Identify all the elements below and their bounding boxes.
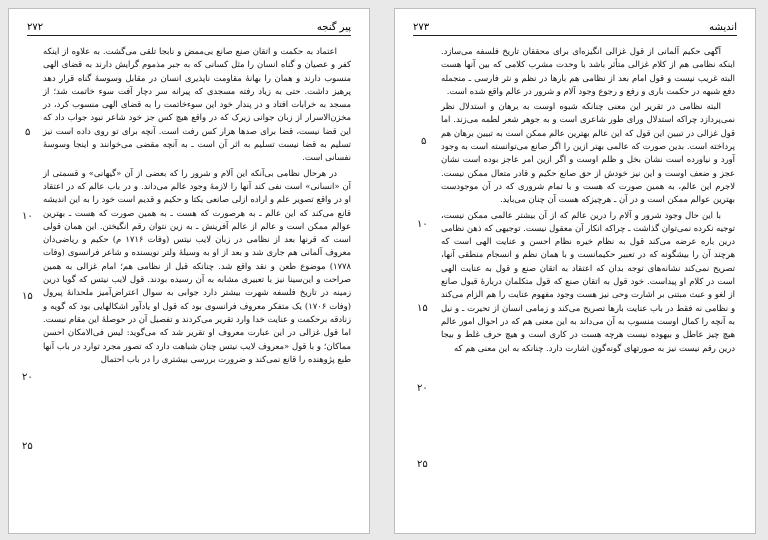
left-page [8, 8, 370, 534]
right-line-number-10: ۱۰ [417, 219, 428, 230]
right-page-header [413, 19, 737, 36]
right-page [394, 8, 756, 534]
left-line-number-25: ۲۵ [22, 441, 33, 452]
right-page-body [441, 45, 735, 519]
right-running-title: اندیشه [709, 22, 737, 33]
right-line-number-20: ۲۰ [417, 383, 428, 394]
right-page-number: ۲۷۳ [413, 22, 430, 33]
right-line-number-5: ۵ [421, 136, 427, 147]
left-line-number-10: ۱۰ [22, 211, 33, 222]
right-paragraph-3: با این حال وجود شرور و آلام را درین عالم که از آن بیشتر عالمی ممکن نیست، توجیه نکرده نمی‌توان گذاشت ـ چراکه انکار آن معقول نیست. توجیهی که ذهن نظامی درین باره عرضه می‌کند قول به نظام خیره نظام احسن و عنایت الهی است که هرچند آن را بیشگونه که در تعبیر حکیمانست و با همان نظم و انسجام منطقی آنها، تصریح نمی‌کند نشانه‌های توجه بدان که اعتقاد به اتقان صنع و قول به عنایت الهی است در کلام او پیداست. خود قول به اتقان صنع که قول متکلمان دربارهٔ قبول صانع از لغو و عبث مبتنی بر اشارت وحی نیز هست وجود مفهوم عنایت را هم الزام می‌کند و نظامی نه فقط در باب عنایت بارها تصریح می‌کند و زمامی انسان از تحیرت ـ و نیل به آنچه را کمال اوست منسوب به آن می‌داند به این معنی هم که در احوال امور عالم هیچ چیز عاطل و بیهوده نیست هرچه هست در کاری است و هیچ حرف غلط و بیجا درین رقم نیست نیز به صورتهای گونه‌گون اشارت دارد. چنانکه به این معنی هم که [441, 209, 735, 353]
left-line-number-15: ۱۵ [22, 291, 33, 302]
left-paragraph-1: اعتماد به حکمت و اتقان صنع صانع بی‌ممض و نابجا تلقی می‌گشت. به علاوه از اینکه کفر و عصیان و گناه انسان را مثل کسانی که به جبر مذموم گرایش دارند به قضای الهی منسوب دارند و همان را بهانهٔ مقاومت ناپذیری انسان در مقابل وسوسهٔ گناه قرار دهد پرهیز داشت. حتی به زیاد رفته مسجدی که پیرانه سر دچار آفت سوء خاتمت شد؛ از مسجد به خرابات افتاد و در پندار خود این سوءخاتمت را به قضای الهی منسوب کرد، در مخزن‌الاسرار از زبان جوانی زیرک که در واقع هیچ کس جز خود شاعر نبود جواب داد که این قضا نیست، قضا برای صدها هزار کس رفت است. آنچه برای تو روی داده است نیز تسلیم به قضا نیست تسلیم به اثر آن است ـ به آنچه مقضی می‌خوانند و اینجا وسوسهٔ نفسانی است. [43, 46, 351, 163]
right-line-number-15: ۱۵ [417, 303, 428, 314]
left-line-number-5: ۵ [25, 127, 31, 138]
right-paragraph-1: آگهی حکیم آلمانی از قول غزالی انگیزه‌ای برای محققان تاریخ فلسفه می‌سازد. اینکه نظامی هم از کلام غزالی متأثر باشد با وحدت مشرب کلامی که بین آنها هست البته غریب نیست و قول امام بعد از نظامی هم بارها در نظم و نثر فارسی ـ منجمله دفع شبهه در حکمت باری و رفع و رجوع وجود آلام و شرور در عالم واقع شده است. [441, 46, 735, 96]
left-running-title: پیر گنجه [316, 22, 351, 33]
left-page-body [43, 45, 351, 519]
left-paragraph-2: در هرحال نظامی بی‌آنکه این آلام و شرور را که بعضی از آن «گیهانی» و قسمتی از آن «انسانی» است نفی کند آنها را لازمهٔ وجود عالم می‌داند. و در باب عالم که در اعتقاد او در واقع تصویر علم و اراده ازلی صانعی یکتا و حکیم و قدیم است خود را به این اندیشه قانع می‌کند که این عالم ـ به هرصورت که هست ـ به همین صورت که هست ـ بهترین عوالم ممکن است و عالم از عالم آفرینش ـ به زین نتوان رقم انگیختن. این همان قولی است که قرنها بعد از نظامی در زبان لایب نیتس (وفات ۱۷۱۶ م) حکیم و ریاضی‌دان معروف آلمانی هم جاری شد و بعد از او به وسیلهٔ ولتر نویسنده و شاعر فرانسوی (وفات ۱۷۷۸) موضوع طعن و نقد واقع شد. چنانکه قبل از نظامی هم؛ امام غزالی به همین صراحت و این‌سینا نیز با تعبیری مشابه به آن رسیده بودند. قول لایب نیتس که گویا درین زمینه در تاریخ فلسفه شهرت بیشتر دارد جوابی به سوال اعتراض‌آمیز ملحدانهٔ پیرول (وفات ۱۷۰۶) یک متفکر معروف فرانسوی بود که قول او یادآور اشکالهایی بود که گویه و زنادقه برحکمت و عنایت خدا وارد تقریر می‌کردند و تفصیل آن در حوصلهٔ این مقام نیست. اما قول غزالی در این عبارت معروف او تقریر شد که می‌گوید: لیس فی‌الامکان احسن مماکان؛ و با قول «معروف لایب نیتس چنان شباهت دارد که تصور مجرد توارد در باب آنها طبع پژوهنده را قانع نمی‌کند و ضرورت بررسی بیشتری را در باب احتمال [43, 167, 351, 364]
left-line-number-20: ۲۰ [22, 372, 33, 383]
right-paragraph-2: البته نظامی در تقریر این معنی چنانکه شیوه اوست به برهان و استدلال نظر نمی‌پردازد چراکه استدلال ورای طور شاعری است و به جوهر شعر لطمه می‌زند. اما قول غزالی در تبیین این قول که این عالم بهترین عالم ممکن است به تبیین برهان هم پرداخته است. بدین صورت که عالمی بهتر ازین را اگر صانع می‌توانسته است به وجود آورد و نیاورده است نشان بخل و ظلم اوست و اگر ازین امر عاجز بوده است نشان عجز و ضعف اوست و این نیز خودش از حق صانع حکیم و قادر متعال ممکن نیست. لاجرم این عالم، به همین صورت که هست و با تمام شروری که در آن موجودست بهترین عوالم ممکن است و در آن ـ هرچیزکه هست آن چنان می‌باید. [441, 101, 735, 205]
left-page-header [27, 19, 351, 36]
right-line-number-25: ۲۵ [417, 459, 428, 470]
left-page-number: ۲۷۲ [27, 22, 44, 33]
